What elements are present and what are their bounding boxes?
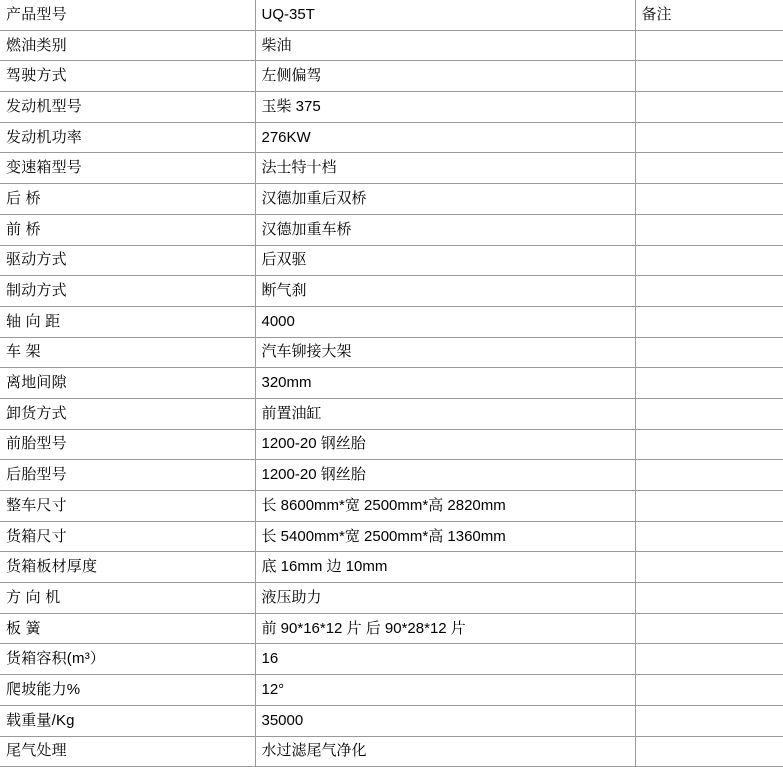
spec-label-cell: 轴 向 距	[0, 306, 255, 337]
table-row	[0, 214, 783, 245]
spec-value-cell: 4000	[255, 306, 635, 337]
spec-value-cell: 汉德加重后双桥	[255, 184, 635, 215]
spec-value-cell: 276KW	[255, 122, 635, 153]
spec-label-cell: 发动机型号	[0, 92, 255, 123]
spec-label-cell: 方 向 机	[0, 583, 255, 614]
table-row	[0, 705, 783, 736]
spec-label-cell: 后 桥	[0, 184, 255, 215]
spec-value-cell: 断气刹	[255, 276, 635, 307]
spec-label-cell: 板 簧	[0, 613, 255, 644]
spec-note-cell	[635, 61, 783, 92]
table-row	[0, 276, 783, 307]
spec-value-cell: 水过滤尾气净化	[255, 736, 635, 767]
spec-note-cell	[635, 429, 783, 460]
table-row	[0, 613, 783, 644]
spec-value-cell: 前置油缸	[255, 398, 635, 429]
spec-label-cell: 后胎型号	[0, 460, 255, 491]
table-row	[0, 61, 783, 92]
spec-value-cell: 法士特十档	[255, 153, 635, 184]
spec-note-cell	[635, 92, 783, 123]
table-row	[0, 675, 783, 706]
spec-note-cell	[635, 184, 783, 215]
table-row	[0, 552, 783, 583]
spec-label-cell: 货箱容积(m³）	[0, 644, 255, 675]
spec-note-cell	[635, 675, 783, 706]
spec-label-cell: 载重量/Kg	[0, 705, 255, 736]
spec-label-cell: 货箱尺寸	[0, 521, 255, 552]
spec-label-cell: 前胎型号	[0, 429, 255, 460]
spec-value-cell: 35000	[255, 705, 635, 736]
spec-note-cell	[635, 214, 783, 245]
spec-value-cell: 12°	[255, 675, 635, 706]
spec-note-cell	[635, 368, 783, 399]
table-row	[0, 122, 783, 153]
spec-value-cell: UQ-35T	[255, 0, 635, 30]
spec-value-cell: 1200-20 钢丝胎	[255, 460, 635, 491]
spec-note-cell	[635, 276, 783, 307]
spec-label-cell: 制动方式	[0, 276, 255, 307]
spec-label-cell: 驱动方式	[0, 245, 255, 276]
spec-label-cell: 爬坡能力%	[0, 675, 255, 706]
spec-note-cell	[635, 337, 783, 368]
table-row	[0, 30, 783, 61]
spec-value-cell: 前 90*16*12 片 后 90*28*12 片	[255, 613, 635, 644]
spec-value-cell: 汽车铆接大架	[255, 337, 635, 368]
spec-note-cell: 备注	[635, 0, 783, 30]
spec-value-cell: 长 8600mm*宽 2500mm*高 2820mm	[255, 491, 635, 522]
spec-label-cell: 尾气处理	[0, 736, 255, 767]
spec-label-cell: 驾驶方式	[0, 61, 255, 92]
spec-note-cell	[635, 245, 783, 276]
spec-label-cell: 货箱板材厚度	[0, 552, 255, 583]
spec-value-cell: 长 5400mm*宽 2500mm*高 1360mm	[255, 521, 635, 552]
spec-note-cell	[635, 521, 783, 552]
spec-label-cell: 车 架	[0, 337, 255, 368]
spec-note-cell	[635, 398, 783, 429]
spec-label-cell: 离地间隙	[0, 368, 255, 399]
spec-value-cell: 后双驱	[255, 245, 635, 276]
table-row	[0, 368, 783, 399]
spec-label-cell: 产品型号	[0, 0, 255, 30]
spec-value-cell: 柴油	[255, 30, 635, 61]
spec-note-cell	[635, 460, 783, 491]
spec-label-cell: 整车尺寸	[0, 491, 255, 522]
spec-label-cell: 变速箱型号	[0, 153, 255, 184]
table-row	[0, 306, 783, 337]
spec-value-cell: 底 16mm 边 10mm	[255, 552, 635, 583]
spec-label-cell: 卸货方式	[0, 398, 255, 429]
spec-note-cell	[635, 644, 783, 675]
spec-label-cell: 前 桥	[0, 214, 255, 245]
table-row	[0, 92, 783, 123]
table-row	[0, 0, 783, 30]
spec-label-cell: 燃油类别	[0, 30, 255, 61]
table-row	[0, 460, 783, 491]
spec-value-cell: 左侧偏驾	[255, 61, 635, 92]
table-row	[0, 583, 783, 614]
spec-note-cell	[635, 491, 783, 522]
spec-note-cell	[635, 705, 783, 736]
spec-value-cell: 液压助力	[255, 583, 635, 614]
spec-note-cell	[635, 552, 783, 583]
table-row	[0, 644, 783, 675]
spec-value-cell: 320mm	[255, 368, 635, 399]
spec-note-cell	[635, 30, 783, 61]
spec-note-cell	[635, 613, 783, 644]
table-row	[0, 184, 783, 215]
table-row	[0, 245, 783, 276]
spec-label-cell: 发动机功率	[0, 122, 255, 153]
spec-value-cell: 汉德加重车桥	[255, 214, 635, 245]
spec-note-cell	[635, 122, 783, 153]
spec-value-cell: 1200-20 钢丝胎	[255, 429, 635, 460]
table-row	[0, 398, 783, 429]
table-row	[0, 491, 783, 522]
spec-value-cell: 16	[255, 644, 635, 675]
table-row	[0, 153, 783, 184]
spec-value-cell: 玉柴 375	[255, 92, 635, 123]
table-row	[0, 521, 783, 552]
spec-note-cell	[635, 736, 783, 767]
spec-note-cell	[635, 306, 783, 337]
spec-note-cell	[635, 153, 783, 184]
spec-note-cell	[635, 583, 783, 614]
table-row	[0, 337, 783, 368]
table-row	[0, 429, 783, 460]
table-row	[0, 736, 783, 767]
